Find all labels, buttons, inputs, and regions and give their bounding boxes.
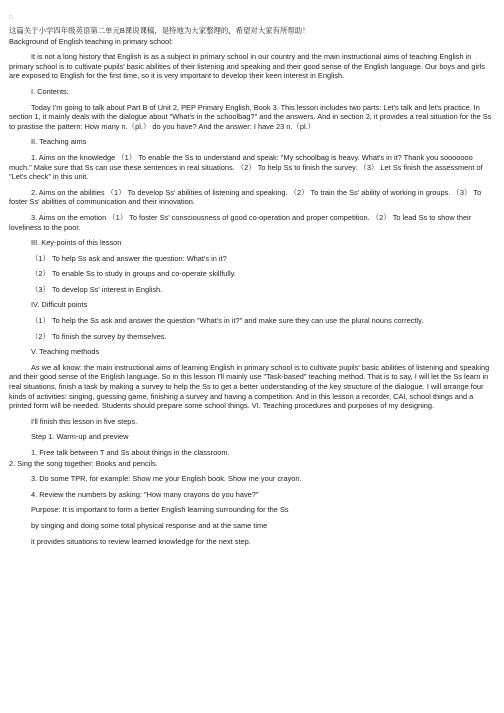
key-point-item: （3） To develop Ss' interest in English. (31, 284, 163, 294)
step-heading: Step 1. Warm-up and preview (31, 432, 129, 442)
purpose-line: by singing and doing some total physical response and at the same time (31, 520, 268, 530)
paragraph-background: It is not a long history that English is as a subject in primary school in our country and the main instructional aims of teaching English in primary school is to cultivate pupils' basic abilities of their listening and speaking and their good sense of the English language. Our boys and girls are exposed to English for the first time, so it is very important to develop their keen interest in English. (9, 52, 485, 81)
key-point-item: （2） To enable Ss to study in groups and co-operate skillfully. (31, 269, 236, 279)
step-item: 4. Review the numbers by asking: "How many crayons do you have?" (31, 489, 259, 499)
key-point-item: （1） To help Ss ask and answer the question: What's in it? (31, 253, 227, 263)
paragraph-contents: Today I'm going to talk about Part B of Unit 2, PEP Primary English, Book 3. This lesson includes two parts: Let's talk and let's practice. In section 1, it mainly deals with the dialogue about "What's in the schoolbag?" and the answers. And in section 2, it provides a real situation for the Ss to prastise the pattern: How many n.（pl.） do you have? And the answer: I have 23 n.（pl.） (9, 102, 492, 131)
difficult-point-item: （1） To help the Ss ask and answer the question "What's in it?" and make sure they can use the plural nouns correctly. (31, 316, 424, 326)
section-heading-teaching-methods: V. Teaching methods (31, 347, 100, 357)
purpose-line: Purpose: It is important to form a better English learning surrounding for the Ss (31, 505, 289, 515)
paragraph-teaching-methods: As we all know: the main instructional aims of learning English in primary school is to cultivate pupils' basic abilities of listening and speaking and their good sense of the English language. So in this lesson I'll mainly use "Task-based" teaching method. That is to say, I will let the Ss learn in real situations, finish a task by making a survey to help the Ss to get a better understanding of the key structure of the dialogue. I will arrange four kinds of activities: singing, guessing game, finishing a survey and having a competition. And in this lesson a recorder, CAI, school things and a printed form will be needed. Students should prepare some school things. VI. Teaching procedures and purposes of my designing. (9, 362, 490, 411)
section-heading-key-points: III. Key-points of this lesson (31, 238, 122, 248)
paragraph-aims-abilities: 2. Aims on the abilities （1） To develop Ss' abilities of listening and speaking. （2） To train the Ss' ability of working in groups. （3） To foster Ss' abilities of communication and their innovation. (9, 187, 482, 207)
difficult-point-item: （2） To finish the survey by themselves. (31, 331, 167, 341)
step-item: 1. Free talk between T and Ss about things in the classroom. (31, 448, 230, 457)
purpose-line: it provides situations to review learned knowledge for the next step. (31, 536, 251, 546)
section-heading-teaching-aims: II. Teaching aims (31, 137, 87, 147)
page-marker: □ (9, 15, 13, 21)
section-heading-contents: I. Contents: (31, 86, 69, 96)
step-item: 2. Sing the song together: Books and pencils. (9, 458, 158, 468)
paragraph-aims-emotion: 3. Aims on the emotion （1） To foster Ss' consciousness of good co-operation and proper competition. （2） To lead Ss to show their loveliness to the poor. (9, 212, 472, 232)
section-heading-difficult-points: IV. Difficult points (31, 300, 88, 310)
paragraph-aims-knowledge: 1. Aims on the knowledge （1） To enable the Ss to understand and speak: "My schoolbag is heavy. What's in it? Thank you sooooooo much." Make sure that Ss can use these sentences in real situations. （2） To help Ss to finish the survey. （3） Let Ss finish the assessment of "Let's check" in this unit. (9, 152, 483, 182)
section-heading-background: Background of English teaching in primary school: (9, 36, 173, 46)
paragraph-five-steps: I'll finish this lesson in five steps. (31, 416, 138, 426)
intro-line: 这篇关于小学四年级英语第二单元B课说课稿，是特地为大家整理的，希望对大家有所帮助！ (9, 26, 310, 35)
step-item: 3. Do some TPR, for example: Show me your English book. Show me your crayon. (31, 474, 302, 484)
